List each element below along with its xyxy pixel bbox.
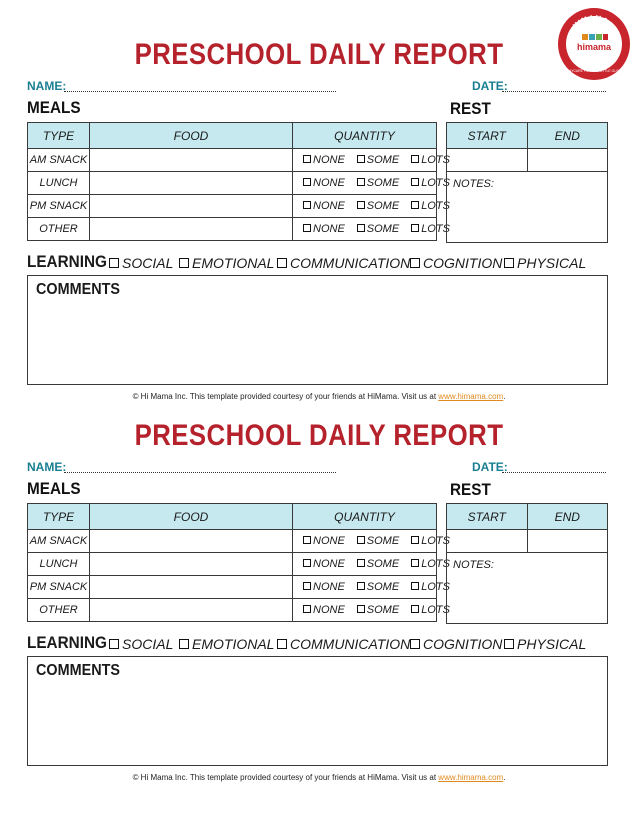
meals-header-food: FOOD <box>90 504 293 530</box>
footer-text: © Hi Mama Inc. This template provided courtesy of your friends at HiMama. Visit us at <box>132 773 437 782</box>
comments-field[interactable] <box>27 656 608 766</box>
option-label: LOTS <box>421 177 450 189</box>
option-label: SOCIAL <box>122 255 174 271</box>
option-label: NONE <box>313 558 345 570</box>
logo-brand: himama <box>576 42 612 52</box>
option-label: EMOTIONAL <box>192 636 275 652</box>
notes-label: NOTES: <box>453 178 494 190</box>
rest-header-start: START <box>447 504 528 530</box>
checkbox-icon <box>357 559 365 567</box>
food-cell[interactable] <box>90 599 293 622</box>
quantity-options <box>293 576 450 599</box>
checkbox-icon <box>411 201 419 209</box>
meals-header-quantity: QUANTITY <box>293 504 437 530</box>
option-label: SOME <box>366 535 400 547</box>
meal-type: OTHER <box>28 599 90 622</box>
option-label: NONE <box>313 535 345 547</box>
checkbox-icon <box>357 582 365 590</box>
footer-link[interactable]: www.himama.com <box>438 773 504 782</box>
option-label: SOME <box>366 558 400 570</box>
option-label: LOTS <box>421 581 450 593</box>
checkbox-emotional[interactable] <box>179 255 274 271</box>
checkbox-icon <box>303 559 311 567</box>
checkbox-icon <box>277 639 287 649</box>
meal-type: AM SNACK <box>28 530 90 553</box>
checkbox-some[interactable] <box>357 223 399 235</box>
option-label: NONE <box>313 154 345 166</box>
food-cell[interactable] <box>90 195 293 218</box>
option-label: LOTS <box>421 558 450 570</box>
checkbox-some[interactable] <box>357 200 399 212</box>
meal-type: OTHER <box>28 218 90 241</box>
food-cell[interactable] <box>90 218 293 241</box>
option-label: SOME <box>366 200 400 212</box>
option-label: LOTS <box>421 154 450 166</box>
learning-row <box>27 633 608 655</box>
checkbox-icon <box>357 178 365 186</box>
checkbox-some[interactable] <box>357 177 399 189</box>
option-label: EMOTIONAL <box>192 255 275 271</box>
option-label: PHYSICAL <box>517 636 587 652</box>
meals-table <box>27 503 450 622</box>
option-label: COGNITION <box>423 636 503 652</box>
comments-label: COMMENTS <box>36 281 120 298</box>
checkbox-icon <box>357 201 365 209</box>
quantity-options <box>293 149 450 172</box>
rest-end-field[interactable] <box>527 530 608 553</box>
table-row <box>28 576 437 599</box>
food-cell[interactable] <box>90 576 293 599</box>
date-field[interactable] <box>502 472 606 473</box>
rest-heading: REST <box>450 480 491 499</box>
checkbox-icon <box>411 582 419 590</box>
food-cell[interactable] <box>90 553 293 576</box>
checkbox-lots[interactable] <box>411 535 450 547</box>
checkbox-icon <box>410 258 420 268</box>
meal-type: PM SNACK <box>28 195 90 218</box>
footer-suffix: . <box>503 392 506 401</box>
option-label: COMMUNICATION <box>290 636 411 652</box>
notes-label: NOTES: <box>453 559 494 571</box>
checkbox-social[interactable] <box>109 636 173 652</box>
checkbox-none[interactable] <box>303 177 345 189</box>
checkbox-cognition[interactable] <box>410 636 502 652</box>
checkbox-lots[interactable] <box>411 177 450 189</box>
rest-header-start: START <box>447 123 528 149</box>
checkbox-physical[interactable] <box>504 636 586 652</box>
option-label: SOME <box>366 223 400 235</box>
meal-type: PM SNACK <box>28 576 90 599</box>
checkbox-lots[interactable] <box>411 223 450 235</box>
checkbox-none[interactable] <box>303 604 345 616</box>
option-label: NONE <box>313 200 345 212</box>
meals-heading: MEALS <box>27 479 81 498</box>
learning-row <box>27 252 608 274</box>
report-1 <box>0 0 638 410</box>
option-label: LOTS <box>421 535 450 547</box>
checkbox-icon <box>411 605 419 613</box>
meal-type: LUNCH <box>28 172 90 195</box>
option-label: COMMUNICATION <box>290 255 411 271</box>
report-2 <box>0 381 638 791</box>
logo-arc-text: HIMAMA <box>571 14 610 31</box>
page-title: PRESCHOOL DAILY REPORT <box>134 38 504 71</box>
option-label: SOME <box>366 581 400 593</box>
rest-table <box>446 122 608 172</box>
checkbox-lots[interactable] <box>411 604 450 616</box>
table-row <box>28 599 437 622</box>
quantity-options <box>293 195 450 218</box>
checkbox-some[interactable] <box>357 604 399 616</box>
learning-label: LEARNING <box>27 633 107 652</box>
checkbox-lots[interactable] <box>411 581 450 593</box>
comments-label: COMMENTS <box>36 662 120 679</box>
table-row <box>28 218 437 241</box>
option-label: COGNITION <box>423 255 503 271</box>
notes-field[interactable] <box>446 553 608 624</box>
checkbox-icon <box>109 258 119 268</box>
option-label: SOME <box>366 177 400 189</box>
checkbox-none[interactable] <box>303 535 345 547</box>
food-cell[interactable] <box>90 149 293 172</box>
checkbox-icon <box>303 178 311 186</box>
option-label: SOME <box>366 604 400 616</box>
checkbox-social[interactable] <box>109 255 173 271</box>
footer-text: © Hi Mama Inc. This template provided courtesy of your friends at HiMama. Visit us at <box>132 392 437 401</box>
meals-table <box>27 122 450 241</box>
footer <box>0 773 638 782</box>
checkbox-icon <box>303 155 311 163</box>
checkbox-some[interactable] <box>357 154 399 166</box>
meal-type: AM SNACK <box>28 149 90 172</box>
checkbox-icon <box>411 224 419 232</box>
meals-header-quantity: QUANTITY <box>293 123 437 149</box>
checkbox-icon <box>410 639 420 649</box>
checkbox-lots[interactable] <box>411 200 450 212</box>
checkbox-lots[interactable] <box>411 558 450 570</box>
meals-header-type: TYPE <box>28 504 90 530</box>
checkbox-cognition[interactable] <box>410 255 502 271</box>
option-label: LOTS <box>421 200 450 212</box>
rest-section <box>446 122 608 243</box>
learning-label: LEARNING <box>27 252 107 271</box>
option-label: SOCIAL <box>122 636 174 652</box>
table-row <box>28 149 437 172</box>
checkbox-emotional[interactable] <box>179 636 274 652</box>
option-label: PHYSICAL <box>517 255 587 271</box>
table-row <box>28 195 437 218</box>
checkbox-none[interactable] <box>303 581 345 593</box>
quantity-options <box>293 599 450 622</box>
option-label: LOTS <box>421 604 450 616</box>
meals-heading: MEALS <box>27 98 81 117</box>
rest-end-field[interactable] <box>527 149 608 172</box>
checkbox-some[interactable] <box>357 581 399 593</box>
quantity-options <box>293 218 450 241</box>
checkbox-icon <box>179 639 189 649</box>
checkbox-icon <box>357 536 365 544</box>
checkbox-icon <box>303 605 311 613</box>
footer-suffix: . <box>503 773 506 782</box>
checkbox-icon <box>411 178 419 186</box>
table-row <box>28 553 437 576</box>
checkbox-none[interactable] <box>303 558 345 570</box>
checkbox-icon <box>109 639 119 649</box>
quantity-options <box>293 530 450 553</box>
checkbox-icon <box>411 155 419 163</box>
checkbox-none[interactable] <box>303 223 345 235</box>
checkbox-icon <box>357 155 365 163</box>
rest-header-end: END <box>527 504 608 530</box>
date-label: DATE: <box>472 79 508 93</box>
option-label: NONE <box>313 177 345 189</box>
checkbox-icon <box>179 258 189 268</box>
rest-start-field[interactable] <box>447 149 528 172</box>
checkbox-icon <box>277 258 287 268</box>
checkbox-physical[interactable] <box>504 255 586 271</box>
checkbox-some[interactable] <box>357 535 399 547</box>
checkbox-none[interactable] <box>303 200 345 212</box>
option-label: LOTS <box>421 223 450 235</box>
date-label: DATE: <box>472 460 508 474</box>
table-row <box>28 530 437 553</box>
rest-start-field[interactable] <box>447 530 528 553</box>
name-field[interactable] <box>64 91 336 92</box>
checkbox-icon <box>411 536 419 544</box>
meals-header-food: FOOD <box>90 123 293 149</box>
page-title: PRESCHOOL DAILY REPORT <box>134 419 504 452</box>
name-field[interactable] <box>64 472 336 473</box>
checkbox-icon <box>504 258 514 268</box>
option-label: NONE <box>313 223 345 235</box>
checkbox-communication[interactable] <box>277 636 410 652</box>
option-label: NONE <box>313 604 345 616</box>
rest-header-end: END <box>527 123 608 149</box>
option-label: NONE <box>313 581 345 593</box>
checkbox-icon <box>504 639 514 649</box>
food-cell[interactable] <box>90 530 293 553</box>
checkbox-icon <box>411 559 419 567</box>
checkbox-icon <box>303 582 311 590</box>
checkbox-lots[interactable] <box>411 154 450 166</box>
footer-link[interactable]: www.himama.com <box>438 392 504 401</box>
quantity-options <box>293 553 450 576</box>
meal-type: LUNCH <box>28 553 90 576</box>
name-label: NAME: <box>27 460 67 474</box>
checkbox-icon <box>303 536 311 544</box>
checkbox-icon <box>357 605 365 613</box>
checkbox-icon <box>357 224 365 232</box>
quantity-options <box>293 172 450 195</box>
checkbox-icon <box>303 201 311 209</box>
checkbox-some[interactable] <box>357 558 399 570</box>
meals-header-type: TYPE <box>28 123 90 149</box>
name-label: NAME: <box>27 79 67 93</box>
food-cell[interactable] <box>90 172 293 195</box>
notes-field[interactable] <box>446 172 608 243</box>
rest-section <box>446 503 608 624</box>
checkbox-none[interactable] <box>303 154 345 166</box>
checkbox-icon <box>303 224 311 232</box>
rest-table <box>446 503 608 553</box>
rest-heading: REST <box>450 99 491 118</box>
option-label: SOME <box>366 154 400 166</box>
logo-tagline: DAYCARE FOR THE LITTLE GUYS <box>566 69 622 73</box>
date-field[interactable] <box>502 91 606 92</box>
table-row <box>28 172 437 195</box>
checkbox-communication[interactable] <box>277 255 410 271</box>
comments-field[interactable] <box>27 275 608 385</box>
